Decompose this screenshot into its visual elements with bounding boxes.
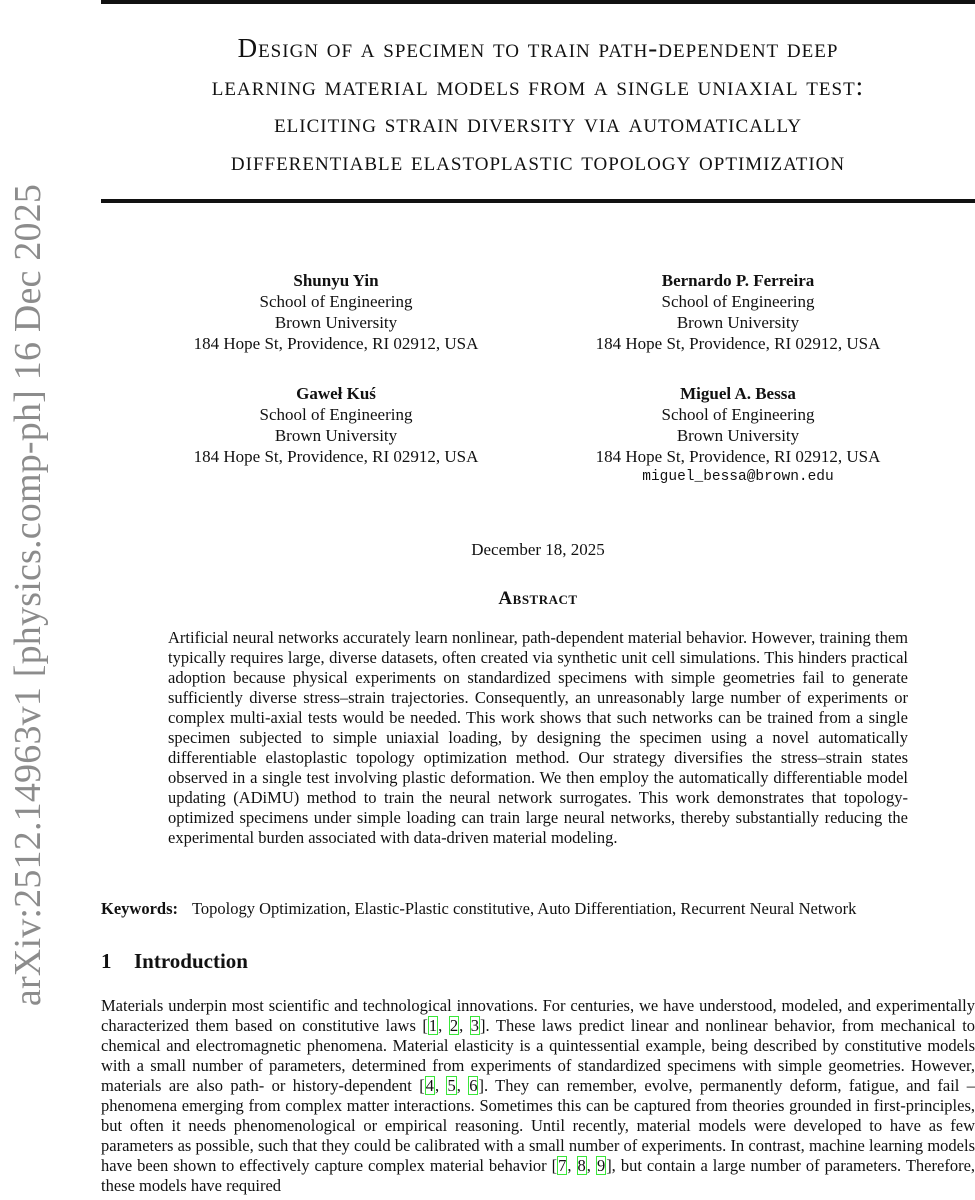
title-line: differentiable elastoplastic topology optimization <box>230 145 846 176</box>
author-univ: Brown University <box>676 313 800 332</box>
author-dept: School of Engineering <box>661 405 815 424</box>
title-line: Design of a specimen to train path-dependent deep <box>237 33 839 63</box>
section-heading <box>101 949 248 974</box>
section-number: 1 <box>101 949 112 973</box>
intro-text: ]. These laws predict linear and nonlinear behavior, from mechanical to chemical and electromagnetic phenomena. Material elasticity is a quintessential example, being described by constitutive models with a small number of parameters, determined from experiments of standardized specimens with simple geometries. However, materials are also path- or history-dependent [ <box>101 1016 975 1095</box>
author-univ: Brown University <box>676 426 800 445</box>
author-univ: Brown University <box>274 313 398 332</box>
author-address: 184 Hope St, Providence, RI 02912, USA <box>193 447 479 466</box>
citation-link[interactable]: 1 <box>428 1016 438 1035</box>
citation-link[interactable]: 5 <box>447 1076 456 1095</box>
title-rule-top <box>101 0 975 4</box>
author-name: Shunyu Yin <box>293 271 379 290</box>
intro-paragraph: Materials underpin most scientific and technological innovations. For centuries, we have understood, modeled, and experimentally characterized them based on constitutive laws [1, 2, 3]. These laws predict linear and nonlinear behavior, from mechanical to chemical and electromagnetic phenomena. Material elasticity is a quintessential example, being described by constitutive models with a small number of parameters, determined from experiments of standardized specimens with simple geometries. However, materials are also path- or history-dependent [4, 5, 6]. They can remember, evolve, permanently deform, fatigue, and fail – phenomena emerging from complex matter interactions. Sometimes this can be captured from theories grounded in first-principles, but often it needs phenomenological or empirical reasoning. Until recently, material models were developed to have as few parameters as possible, such that they could be calibrated with a small number of experiments. In contrast, machine learning models have been shown to effectively capture complex material behavior [7, 8, 9], but contain a large number of parameters. Therefore, these models have required <box>101 996 975 1195</box>
author-block <box>573 383 903 488</box>
citation-link[interactable]: 8 <box>577 1156 586 1175</box>
author-email-link[interactable]: miguel_bessa@brown.edu <box>642 469 834 485</box>
paper-title <box>101 30 975 180</box>
author-dept: School of Engineering <box>259 405 413 424</box>
author-address: 184 Hope St, Providence, RI 02912, USA <box>595 447 881 466</box>
keywords-list: Topology Optimization, Elastic-Plastic constitutive, Auto Differentiation, Recurrent Neural Network <box>192 899 857 918</box>
section-title: Introduction <box>134 949 248 973</box>
citation-link[interactable]: 3 <box>470 1016 480 1035</box>
intro-text: Materials underpin most scientific and technological innovations. For centuries, we have understood, modeled, and experimentally characterized them based on constitutive laws [ <box>101 996 975 1035</box>
paper-date: December 18, 2025 <box>471 540 605 559</box>
author-address: 184 Hope St, Providence, RI 02912, USA <box>193 334 479 353</box>
citation-link[interactable]: 4 <box>425 1076 434 1095</box>
intro-text: ], but contain a large number of parameters. Therefore, these models have required <box>101 1156 975 1195</box>
author-name: Miguel A. Bessa <box>680 384 796 403</box>
author-dept: School of Engineering <box>259 292 413 311</box>
title-line: eliciting strain diversity via automatically <box>274 108 802 138</box>
title-line: learning material models from a single uniaxial test: <box>211 70 865 101</box>
arxiv-stamp <box>0 0 56 1007</box>
author-dept: School of Engineering <box>661 292 815 311</box>
abstract-heading: Abstract <box>498 588 578 609</box>
citation-link[interactable]: 7 <box>558 1156 567 1175</box>
citation-link[interactable]: 6 <box>469 1076 478 1095</box>
author-block <box>171 383 501 467</box>
author-block <box>573 270 903 354</box>
abstract-text: Artificial neural networks accurately learn nonlinear, path-dependent material behavior. However, training them typically requires large, diverse datasets, often created via synthetic unit cell simulations. This hinders practical adoption because physical experiments on standardized specimens with simple geometries fail to generate sufficiently diverse stress–strain trajectories. Consequently, an unreasonably large number of experiments or complex multi-axial tests would be needed. This work shows that such networks can be trained from a single specimen subjected to simple uniaxial loading, by designing the specimen using a novel automatically differentiable elastoplastic topology optimization method. Our strategy diversifies the stress–strain states observed in a single test involving plastic deformation. We then employ the automatically differentiable model updating (ADiMU) method to train the neural network surrogates. This work demonstrates that topology-optimized specimens under simple loading can train large neural networks, thereby substantially reducing the experimental burden associated with data-driven material modeling. <box>168 628 908 847</box>
keywords <box>101 899 975 919</box>
author-name: Bernardo P. Ferreira <box>661 271 815 290</box>
author-block <box>171 270 501 354</box>
author-univ: Brown University <box>274 426 398 445</box>
author-name: Gaweł Kuś <box>296 384 376 403</box>
intro-text: ]. They can remember, evolve, permanently deform, fatigue, and fail – phenomena emerging from complex matter interactions. Sometimes this can be captured from theories grounded in first-principles, but often it needs phenomenological or empirical reasoning. Until recently, material models were developed to have as few parameters as possible, such that they could be calibrated with a small number of experiments. In contrast, machine learning models have been shown to effectively capture complex material behavior [ <box>101 1076 975 1175</box>
citation-link[interactable]: 9 <box>596 1156 606 1175</box>
title-rule-bottom <box>101 199 975 203</box>
keywords-label: Keywords: <box>101 899 178 918</box>
author-address: 184 Hope St, Providence, RI 02912, USA <box>595 334 881 353</box>
citation-link[interactable]: 2 <box>449 1016 459 1035</box>
arxiv-id: arXiv:2512.14963v1 [physics.comp-ph] 16 Dec 2025 <box>7 183 49 1007</box>
